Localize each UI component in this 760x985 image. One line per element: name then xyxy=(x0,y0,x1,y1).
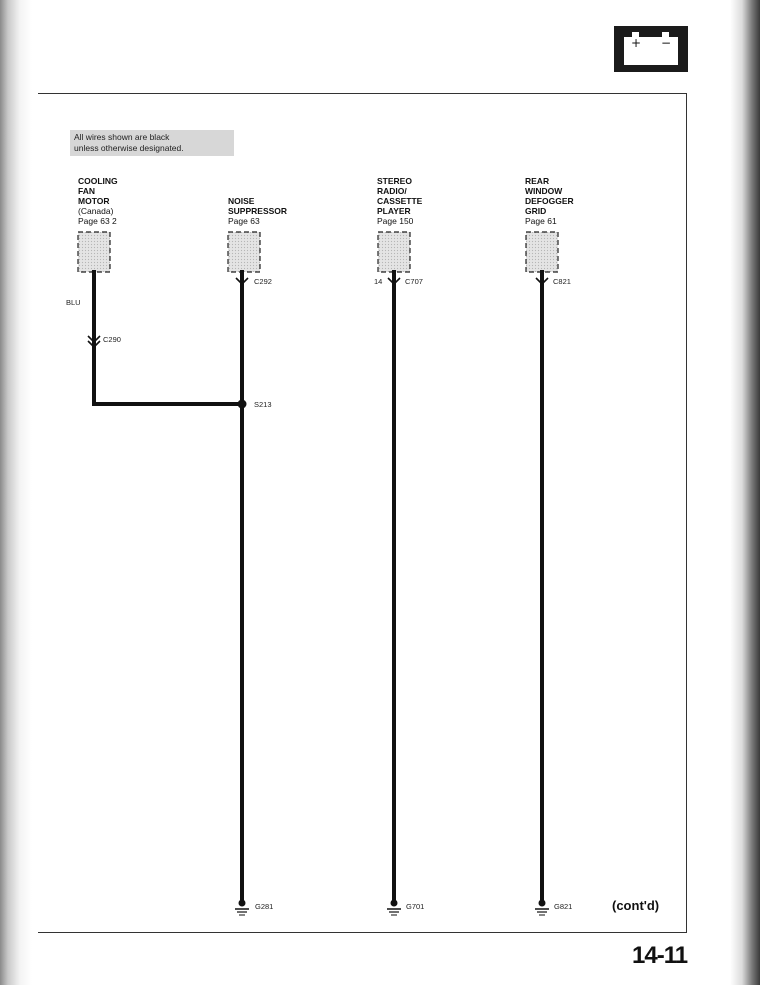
rear-defogger-box xyxy=(526,232,558,272)
stereo-radio-box xyxy=(378,232,410,272)
wire-color-blu: BLU xyxy=(66,298,81,307)
cooling-fan-page-ref: Page 63 2 xyxy=(78,216,117,226)
note-line-1: All wires shown are black xyxy=(74,132,170,142)
note-line-2: unless otherwise designated. xyxy=(74,143,184,153)
noise-suppressor-page-ref: Page 63 xyxy=(228,216,260,226)
s213-splice-icon xyxy=(238,400,247,409)
rear-defogger-page-ref: Page 61 xyxy=(525,216,557,226)
g701-label: G701 xyxy=(406,902,425,911)
c707-label: C707 xyxy=(405,277,423,286)
pin-14-label: 14 xyxy=(374,277,383,286)
g281-ground-icon xyxy=(235,900,249,916)
cooling-fan-motor-label: COOLING FAN MOTOR (Canada) Page 63 2 xyxy=(78,176,118,226)
g821-ground-icon xyxy=(535,900,549,916)
c821-label: C821 xyxy=(553,277,571,286)
g701-ground-icon xyxy=(387,900,401,916)
battery-minus-icon: − xyxy=(661,36,672,50)
rear-defogger-label: REAR WINDOW DEFOGGER GRID Page 61 xyxy=(525,176,574,226)
stereo-page-ref: Page 150 xyxy=(377,216,414,226)
c290-label: C290 xyxy=(103,335,121,344)
cooling-fan-motor-box xyxy=(78,232,110,272)
s213-label: S213 xyxy=(254,400,272,409)
g281-label: G281 xyxy=(255,902,274,911)
continued-label: (cont'd) xyxy=(612,898,660,913)
c292-label: C292 xyxy=(254,277,272,286)
battery-plus-icon: + xyxy=(631,36,642,50)
stereo-radio-label: STEREO RADIO/ CASSETTE PLAYER Page 150 xyxy=(377,176,423,226)
noise-suppressor-box xyxy=(228,232,260,272)
noise-suppressor-label: NOISE SUPPRESSOR Page 63 xyxy=(228,196,288,226)
page-number: 14-11 xyxy=(632,942,688,969)
g821-label: G821 xyxy=(554,902,573,911)
